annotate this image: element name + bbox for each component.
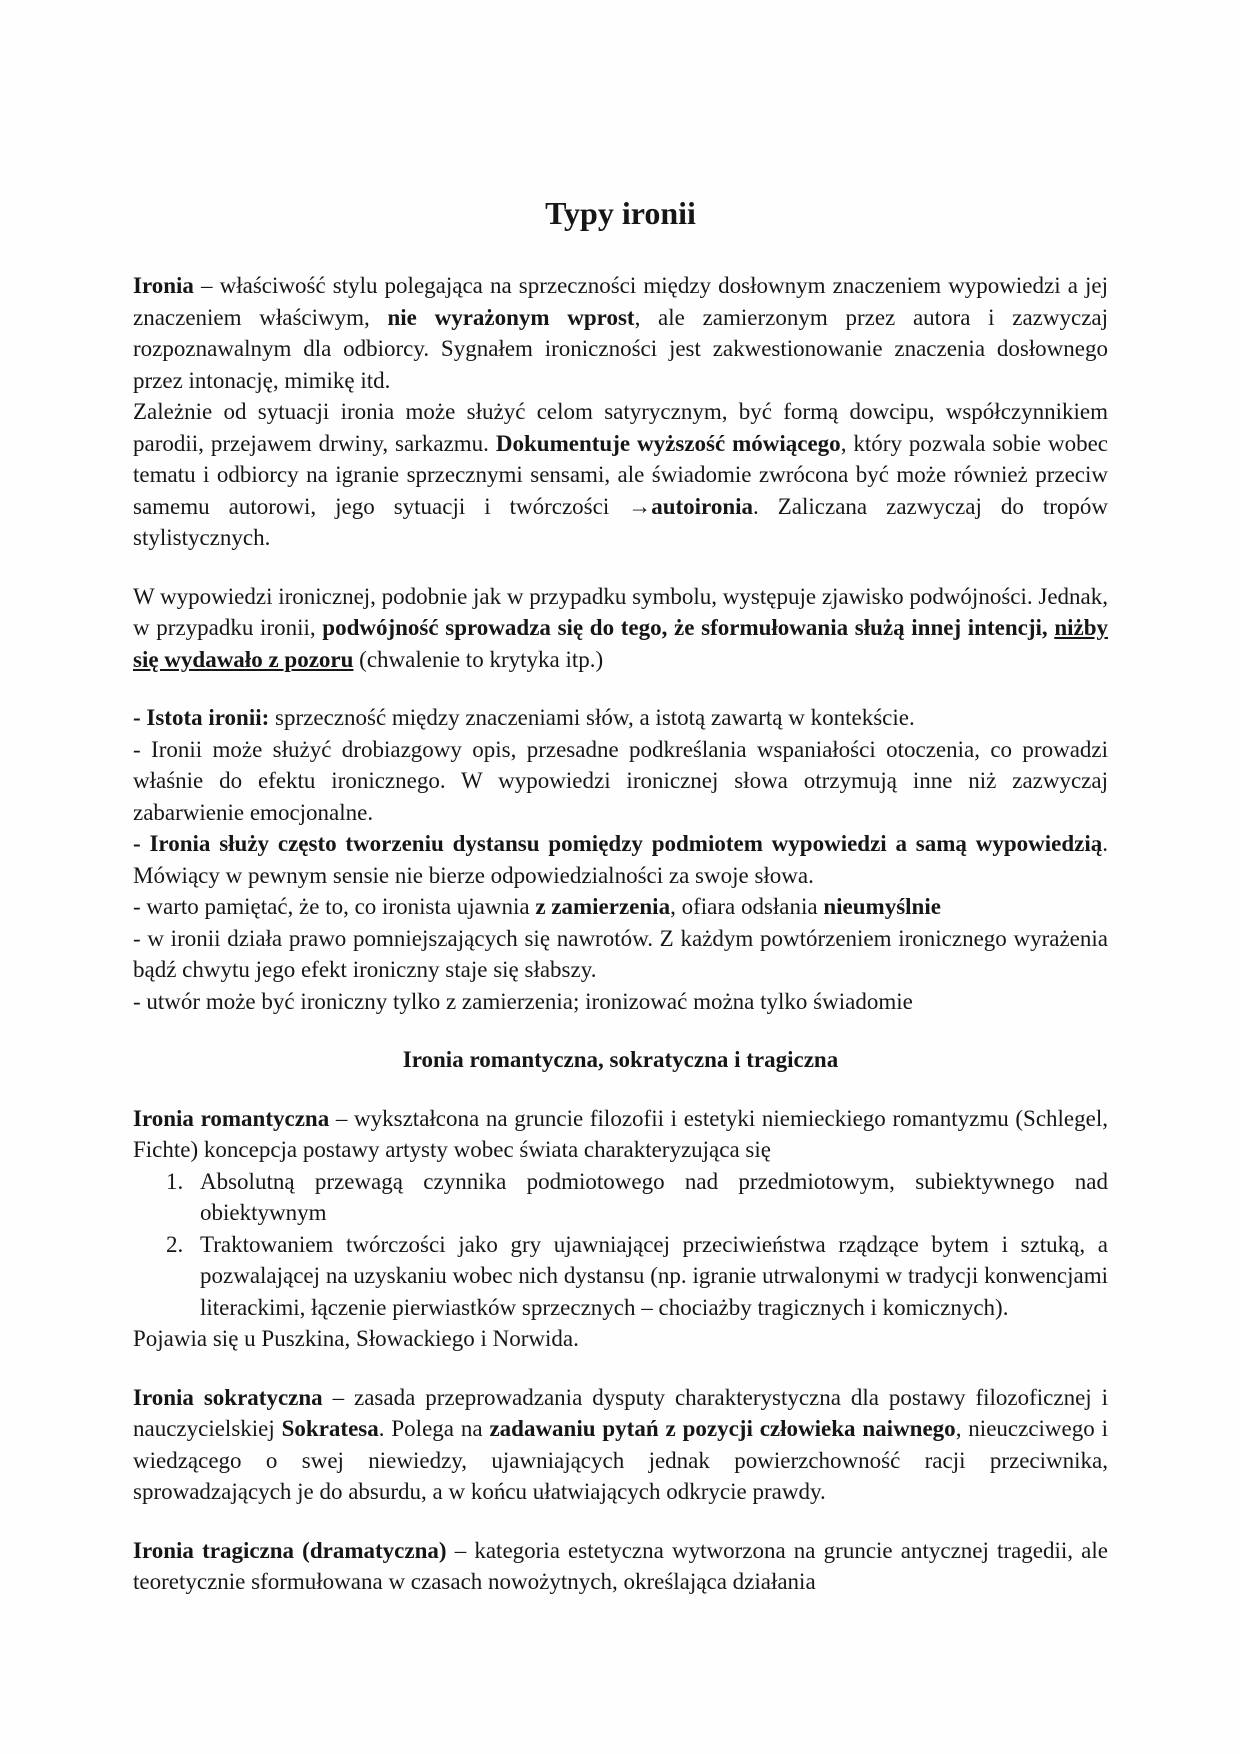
document-title: Typy ironii — [545, 195, 696, 231]
paragraph-romantic-irony: Ironia romantyczna – wykształcona na gruncie filozofii i estetyki niemieckiego romantyzmu (Schlegel, Fichte) koncepcja postawy artysty wobec świata charakteryzująca się — [133, 1105, 1108, 1162]
paragraph-socratic-irony: Ironia sokratyczna – zasada przeprowadzania dysputy charakterystyczna dla postawy filozoficznej i nauczycielskiej Sokratesa. Polega na zadawaniu pytań z pozycji człowieka naiwnego, nieuczciwego i wiedzącego o swej niewiedzy, ujawniających jednak powierzchowność racji przeciwnika, sprowadzających je do absurdu, a w końcu ułatwiających odkrycie prawdy. — [133, 1384, 1109, 1504]
dash-item-intention: - warto pamiętać, że to, co ironista ujawnia z zamierzenia, ofiara odsłania nieumyślnie — [133, 894, 941, 919]
paragraph-tragic-irony: Ironia tragiczna (dramatyczna) – kategoria estetyczna wytworzona na gruncie antycznej tragedii, ale teoretycznie sformułowana w czasach nowożytnych, określająca działania — [133, 1537, 1108, 1594]
list-number: 1. — [166, 1168, 184, 1194]
paragraph-irony-functions: Zależnie od sytuacji ironia może służyć celom satyrycznym, być formą dowcipu, współczynnikiem parodii, przejawem drwiny, sarkazmu. Dokumentuje wyższość mówiącego, który pozwala sobie wobec tematu i odbiorcy na igranie sprzecznymi sensami, ale świadomie zwrócona być może również przeciw samemu autorowi, jego sytuacji i twórczości →autoironia. Zaliczana zazwyczaj do tropów stylistycznych. — [133, 399, 1108, 550]
list-number: 2. — [166, 1231, 184, 1257]
list-item-text: Traktowaniem twórczości jako gry ujawniającej przeciwieństwa rządzące bytem i sztuką, a pozwalającej na uzyskaniu wobec nich dystansu (np. igranie utrwalonymi w tradycji konwencjami literackimi, łączenie pierwiastków sprzecznych – chociażby tragicznych i komicznych). — [200, 1231, 1108, 1320]
paragraph-doubleness: W wypowiedzi ironicznej, podobnie jak w przypadku symbolu, występuje zjawisko podwójności. Jednak, w przypadku ironii, podwójność sprowadza się do tego, że sformułowania służą innej intencji, niżby się wydawało z pozoru (chwalenie to krytyka itp.) — [133, 583, 1108, 672]
dash-item-deliberate: - utwór może być ironiczny tylko z zamierzenia; ironizować można tylko świadomie — [133, 988, 913, 1014]
dash-list — [133, 702, 1108, 1017]
list-item-text: Absolutną przewagą czynnika podmiotowego nad przedmiotowym, subiektywnego nad obiektywnym — [200, 1168, 1108, 1225]
dash-item-essence: - Istota ironii: sprzeczność między znaczeniami słów, a istotą zawartą w kontekście. — [133, 705, 915, 730]
dash-item-diminishing-returns: - w ironii działa prawo pomniejszających się nawrotów. Z każdym powtórzeniem ironicznego wyrażenia bądź chwytu jego efekt ironiczny staje się słabszy. — [133, 925, 1108, 982]
section-heading: Ironia romantyczna, sokratyczna i tragiczna — [402, 1047, 839, 1072]
paragraph-romantic-authors: Pojawia się u Puszkina, Słowackiego i Norwida. — [133, 1326, 579, 1351]
numbered-item-2 — [133, 1229, 1108, 1324]
numbered-item-1 — [133, 1166, 1108, 1229]
paragraph-irony-definition: Ironia – właściwość stylu polegająca na sprzeczności między dosłownym znaczeniem wypowiedzi a jej znaczeniem właściwym, nie wyrażonym wprost, ale zamierzonym przez autora i zazwyczaj rozpoznawalnym dla odbiorcy. Sygnałem ironiczności jest zakwestionowanie znaczenia dosłownego przez intonację, mimikę itd. — [133, 273, 1109, 393]
dash-item-distance: - Ironia służy często tworzeniu dystansu pomiędzy podmiotem wypowiedzi a samą wypowiedzią. Mówiący w pewnym sensie nie bierze odpowiedzialności za swoje słowa. — [133, 831, 1108, 888]
document-page — [133, 192, 1108, 1598]
dash-item-detailed-description: - Ironii może służyć drobiazgowy opis, przesadne podkreślania wspaniałości otoczenia, co prowadzi właśnie do efektu ironicznego. W wypowiedzi ironicznej słowa otrzymują inne niż zazwyczaj zabarwienie emocjonalne. — [133, 736, 1108, 825]
